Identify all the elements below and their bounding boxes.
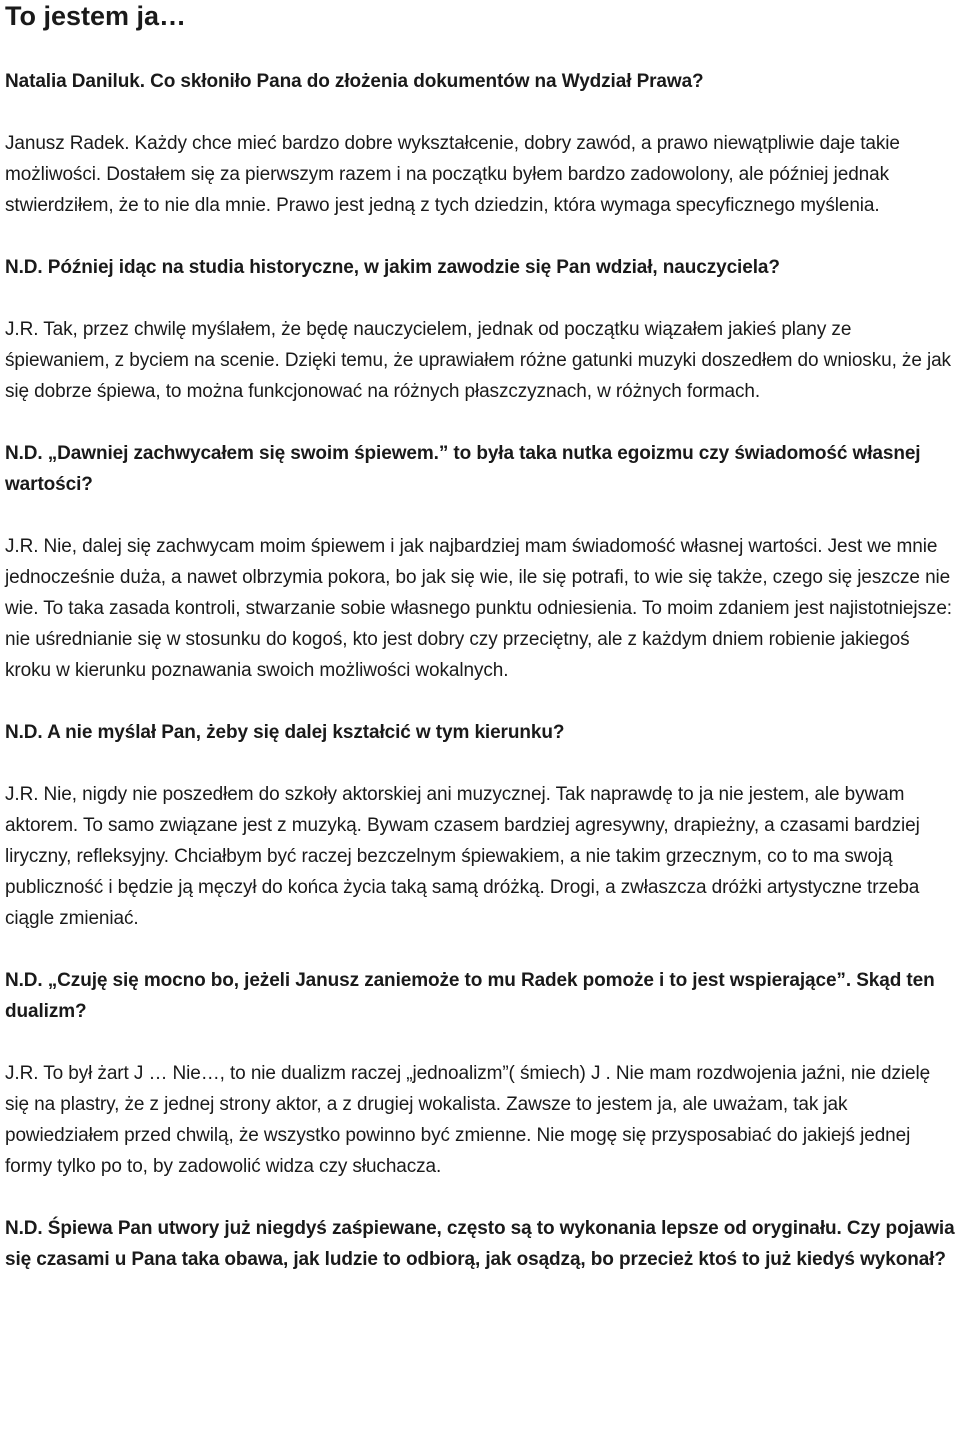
interview-question: N.D. „Czuję się mocno bo, jeżeli Janusz zaniemoże to mu Radek pomoże i to jest wspierające”. Skąd ten dualizm?: [5, 970, 935, 1022]
interview-answer: J.R. Nie, dalej się zachwycam moim śpiewem i jak najbardziej mam świadomość własnej wartości. Jest we mnie jednocześnie duża, a nawet olbrzymia pokora, bo jak się wie, ile się potrafi, to wie się także, czego się jeszcze nie wie. To taka zasada kontroli, stwarzanie sobie własnego punktu odniesienia. To moim zdaniem jest najistotniejsze: nie uśrednianie się w stosunku do kogoś, kto jest dobry czy przeciętny, ale z każdym dniem robienie jakiegoś kroku w kierunku poznawania swoich możliwości wokalnych.: [5, 536, 952, 681]
interview-question: N.D. Później idąc na studia historyczne, w jakim zawodzie się Pan wdział, nauczyciela?: [5, 257, 780, 278]
interview-answer: J.R. Tak, przez chwilę myślałem, że będę nauczycielem, jednak od początku wiązałem jakieś plany ze śpiewaniem, z byciem na scenie. Dzięki temu, że uprawiałem różne gatunki muzyki doszedłem do wniosku, że jak się dobrze śpiewa, to można funkcjonować na różnych płaszczyznach, w różnych formach.: [5, 319, 951, 402]
article: [5, 0, 957, 1275]
interview-question: N.D. A nie myślał Pan, żeby się dalej kształcić w tym kierunku?: [5, 722, 565, 743]
interview-question: N.D. Śpiewa Pan utwory już niegdyś zaśpiewane, często są to wykonania lepsze od oryginału. Czy pojawia się czasami u Pana taka obawa, jak ludzie to odbiorą, jak osądzą, bo przecież ktoś to już kiedyś wykonał?: [5, 1218, 955, 1270]
interview-answer: J.R. To był żart J … Nie…, to nie dualizm raczej „jednoalizm”( śmiech) J . Nie mam rozdwojenia jaźni, nie dzielę się na plastry, że z jednej strony aktor, a z drugiej wokalista. Zawsze to jestem ja, ale uważam, tak jak powiedziałem przed chwilą, że wszystko powinno być zmienne. Nie mogę się przysposabiać do jakiejś jednej formy tylko po to, by zadowolić widza czy słuchacza.: [5, 1063, 931, 1177]
interview-question: Natalia Daniluk. Co skłoniło Pana do złożenia dokumentów na Wydział Prawa?: [5, 71, 704, 92]
interview-question: N.D. „Dawniej zachwycałem się swoim śpiewem.” to była taka nutka egoizmu czy świadomość własnej wartości?: [5, 443, 921, 495]
page-title: To jestem ja…: [5, 1, 187, 31]
interview-answer: Janusz Radek. Każdy chce mieć bardzo dobre wykształcenie, dobry zawód, a prawo niewątpliwie daje takie możliwości. Dostałem się za pierwszym razem i na początku byłem bardzo zadowolony, ale później jednak stwierdziłem, że to nie dla mnie. Prawo jest jedną z tych dziedzin, która wymaga specyficznego myślenia.: [5, 133, 900, 216]
interview-answer: J.R. Nie, nigdy nie poszedłem do szkoły aktorskiej ani muzycznej. Tak naprawdę to ja nie jestem, ale bywam aktorem. To samo związane jest z muzyką. Bywam czasem bardziej agresywny, drapieżny, a czasami bardziej liryczny, refleksyjny. Chciałbym być raczej bezczelnym śpiewakiem, a nie takim grzecznym, co to ma swoją publiczność i będzie ją męczył do końca życia taką samą dróżką. Drogi, a zwłaszcza dróżki artystyczne trzeba ciągle zmieniać.: [5, 784, 920, 929]
